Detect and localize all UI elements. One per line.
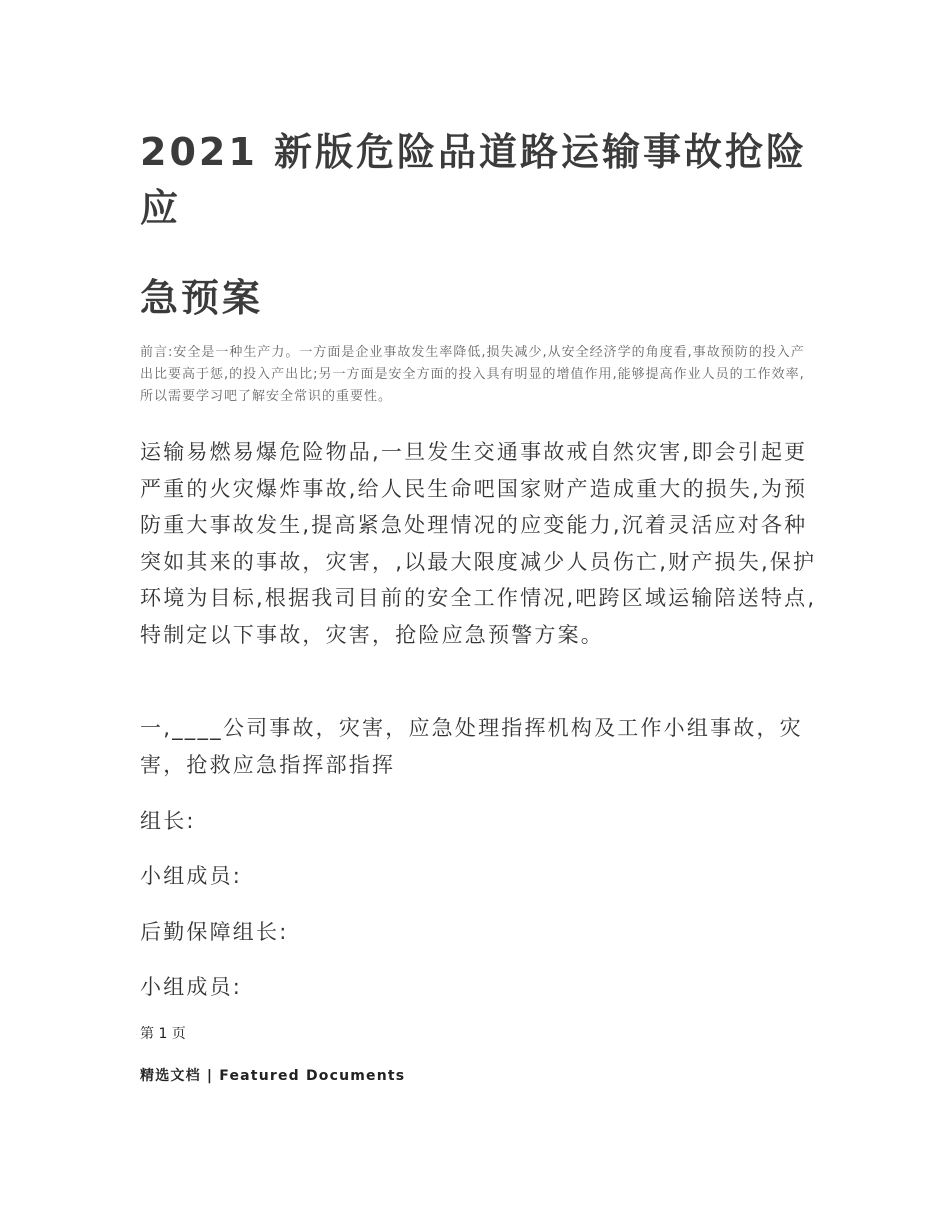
preface-text: 前言:安全是一种生产力。一方面是企业事故发生率降低,损失减少,从安全经济学的角度看,事故预防的投入产出比要高于惩,的投入产出比;另一方面是安全方面的投入具有明显的增值作用,能够提高作业人员的工作效率,所以需要学习吧了解安全常识的重要性。 <box>140 345 805 404</box>
section-heading: 一,____公司事故，灾害，应急处理指挥机构及工作小组事故，灾害，抢救应急指挥部指挥 <box>140 716 803 777</box>
document-title <box>140 124 820 326</box>
page-number: 第 1 页 <box>140 1026 186 1042</box>
team-members-line: 小组成员: <box>140 864 243 888</box>
title-line-1: 2021 新版危险品道路运输事故抢险 <box>140 130 807 174</box>
footer-brand: 精选文档 | Featured Documents <box>140 1068 406 1084</box>
title-line-3: 急预案 <box>140 276 264 320</box>
title-line-2: 应 <box>140 186 182 230</box>
team-leader-line: 组长: <box>140 809 196 833</box>
logistics-members-line: 小组成员: <box>140 975 243 999</box>
logistics-leader-line: 后勤保障组长: <box>140 920 289 944</box>
body-paragraph: 运输易燃易爆危险物品,一旦发生交通事故戒自然灾害,即会引起更严重的火灾爆炸事故,给人民生命吧国家财产造成重大的损失,为预防重大事故发生,提高紧急处理情况的应变能力,沉着灵活应对各种突如其来的事故，灾害，,以最大限度减少人员伤亡,财产损失,保护环境为目标,根据我司目前的安全工作情况,吧跨区域运输陪送特点,特制定以下事故，灾害，抢险应急预警方案。 <box>140 440 817 647</box>
